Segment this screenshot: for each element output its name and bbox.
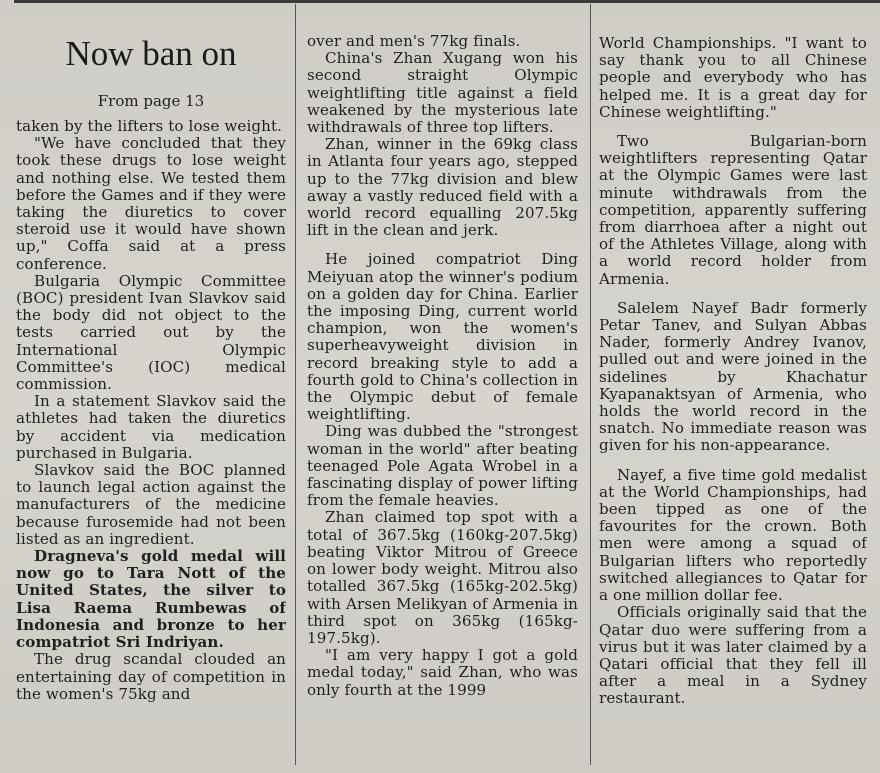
- column-1-body: [16, 118, 286, 703]
- column-1: [16, 0, 286, 773]
- paragraph: Slavkov said the BOC planned to launch legal action against the manufacturers of the medicine because furosemide had not been listed as an ingredient.: [16, 461, 286, 548]
- paragraph: Ding was dubbed the "strongest woman in the world" after beating teenaged Pole Agata Wrobel in a fascinating display of power lifting from the female heavies.: [307, 422, 578, 510]
- paragraph: Two Bulgarian-born weightlifters representing Qatar at the Olympic Games were last minute withdrawals from the competition, apparently suffering from diarrhoea after a night out of the Athletes Village, along with a world record holder from Armenia.: [599, 132, 867, 288]
- paragraph: taken by the lifters to lose weight.: [16, 117, 283, 135]
- column-3: [599, 35, 867, 773]
- paragraph: China's Zhan Xugang won his second straight Olympic weightlifting title against a field weakened by the mysterious late withdrawals of three top lifters.: [307, 49, 578, 137]
- paragraph: World Championships. "I want to say thank you to all Chinese people and everybody who has helped me. It is a great day for Chinese weightlifting.": [599, 35, 867, 121]
- paragraph: Dragneva's gold medal will now go to Tara Nott of the United States, the silver to Lisa Raema Rumbewas of Indonesia and bronze to her compatriot Sri Indriyan.: [16, 547, 286, 652]
- column-divider: [295, 4, 296, 765]
- paragraph: Zhan claimed top spot with a total of 367.5kg (160kg-207.5kg) beating Viktor Mitrou of Greece on lower body weight. Mitrou also totalled 367.5kg (165kg-202.5kg) with Arsen Melikyan of Armenia in third spot on 365kg (165kg-197.5kg).: [307, 508, 578, 647]
- column-divider: [590, 4, 591, 765]
- column-2-body: [307, 33, 578, 699]
- paragraph: Officials originally said that the Qatar duo were suffering from a virus but it was later claimed by a Qatari official that they fell ill after a meal in a Sydney restaurant.: [599, 603, 867, 708]
- paragraph: He joined compatriot Ding Meiyuan atop the winner's podium on a golden day for China. Earlier the imposing Ding, current world champion, won the women's superheavyweight division in record breaking style to add a fourth gold to China's collection in the Olympic debut of female weightlifting.: [307, 250, 578, 424]
- paragraph: Bulgaria Olympic Committee (BOC) president Ivan Slavkov said the body did not object to the tests carried out by the International Olympic Committee's (IOC) medical commission.: [16, 271, 286, 394]
- headline: Now ban on: [65, 34, 237, 73]
- paragraph: Salelem Nayef Badr formerly Petar Tanev, and Sulyan Abbas Nader, formerly Andrey Ivanov, pulled out and were joined in the sidelines by Khachatur Kyapanaktsyan of Armenia, who holds the world record in the snatch. No immediate reason was given for his non-appearance.: [599, 298, 867, 455]
- paragraph: In a statement Slavkov said the athletes had taken the diuretics by accident via medication purchased in Bulgaria.: [16, 392, 286, 462]
- column-3-body: [599, 35, 867, 708]
- paragraph: The drug scandal clouded an entertaining day of competition in the women's 75kg and: [16, 650, 286, 703]
- paragraph: "I am very happy I got a gold medal today," said Zhan, who was only fourth at the 1999: [307, 646, 578, 699]
- paragraph: over and men's 77kg finals.: [307, 33, 521, 50]
- paragraph: "We have concluded that they took these drugs to lose weight and nothing else. We tested them before the Games and if they were taking the diuretics to cover steroid use it would have shown up," Coffa said at a press conference.: [16, 134, 286, 273]
- paragraph: Zhan, winner in the 69kg class in Atlanta four years ago, stepped up to the 77kg division and blew away a vastly reduced field with a world record equalling 207.5kg lift in the clean and jerk.: [307, 135, 578, 240]
- paragraph: Nayef, a five time gold medalist at the World Championships, had been tipped as one of the favourites for the crown. Both men were among a squad of Bulgarian lifters who reportedly switched allegiances to Qatar for a one million dollar fee.: [599, 465, 867, 605]
- jump-line: From page 13: [97, 92, 205, 110]
- column-2: [307, 33, 578, 773]
